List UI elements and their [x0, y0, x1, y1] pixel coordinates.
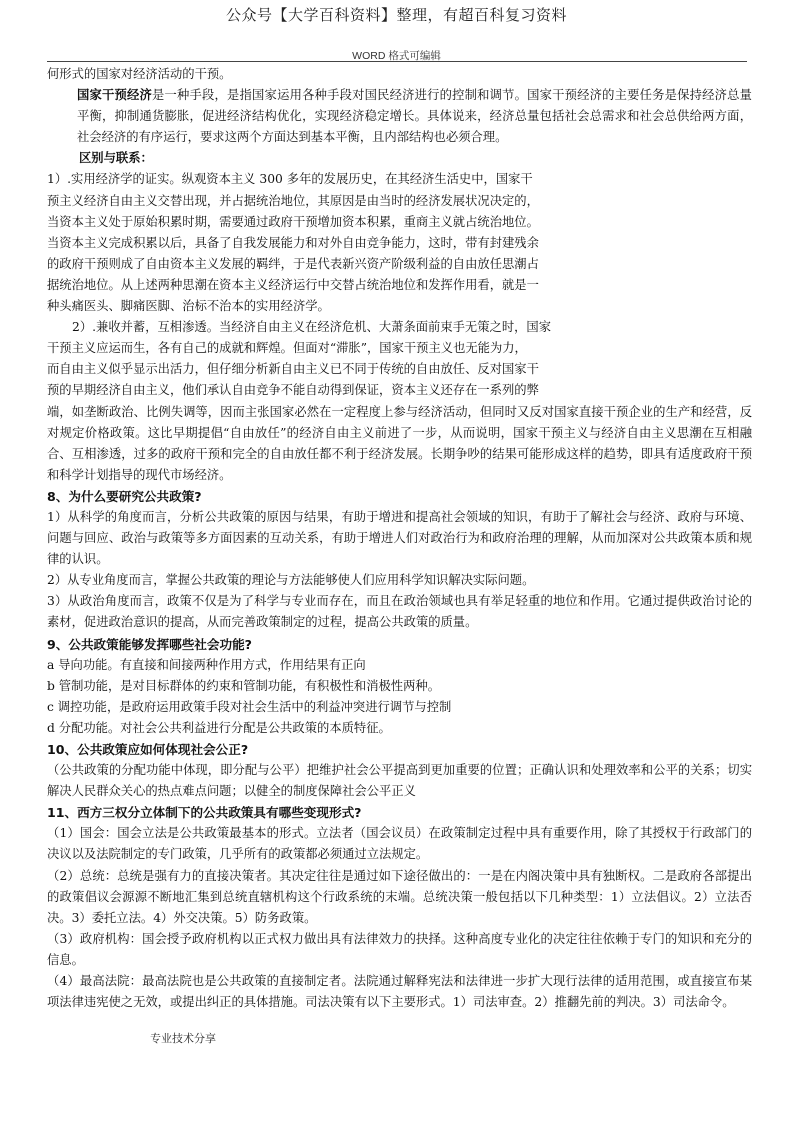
text-line: 1）.实用经济学的证实。纵观资本主义 300 多年的发展历史，在其经济生活史中，国家干 [47, 172, 533, 187]
text-line: 干预主义应运而生，各有自己的成就和辉煌。但面对“滞胀”，国家干预主义也无能为力， [47, 341, 527, 356]
answer-paragraph: （1）国会：国会立法是公共政策最基本的形式。立法者（国会议员）在政策制定过程中具有重要作用，除了其授权于行政部门的决议以及法院制定的专门政策，几乎所有的政策都必须通过立法规定。 [47, 826, 752, 862]
text-line: 的政府干预则成了自由资本主义发展的羁绊，于是代表新兴资产阶级利益的自由放任思潮占 [47, 256, 539, 271]
text-line: 据统治地位。从上述两种思潮在资本主义经济运行中交替占统治地位和发挥作用看，就是一 [47, 277, 539, 292]
paragraph-text: 是一种手段，是指国家运用各种手段对国民经济进行的控制和调节。国家干预经济的主要任务是保持经济总量平衡，抑制通货膨胀，促进经济结构优化，实现经济稳定增长。具体说来，经济总量包括社会总需求和社会总供给两方面，社会经济的有序运行，要求这两个方面达到基本平衡，且内部结构也必须合理。 [77, 88, 752, 145]
answer-paragraph: 2）从专业角度而言，掌握公共政策的理论与方法能够使人们应用科学知识解决实际问题。 [47, 573, 535, 588]
question-heading-10: 10、公共政策应如何体现社会公正? [47, 742, 249, 757]
document-subheader: WORD 格式可编辑 [352, 50, 441, 62]
header-divider [47, 61, 747, 62]
text-line: 预主义经济自由主义交替出现，并占据统治地位，其原因是由当时的经济发展状况决定的， [47, 193, 539, 208]
page-footer: 专业技术分享 [150, 1032, 216, 1045]
list-item: d 分配功能。对社会公共利益进行分配是公共政策的本质特征。 [47, 720, 391, 735]
term-state-intervention: 国家干预经济 [77, 88, 153, 103]
text-line: 当资本主义完成积累以后，具备了自我发展能力和对外自由竞争能力，这时，带有封建残余 [47, 235, 539, 250]
question-heading-11: 11、西方三权分立体制下的公共政策具有哪些变现形式? [47, 805, 362, 821]
page-header-banner: 公众号【大学百科资料】整理，有超百科复习资料 [225, 6, 567, 24]
list-item: b 管制功能，是对目标群体的约束和管制功能，有积极性和消极性两种。 [47, 678, 440, 693]
answer-paragraph: 1）从科学的角度而言，分析公共政策的原因与结果，有助于增进和提高社会领域的知识，有助于了解社会与经济、政府与环境、问题与回应、政治与政策等多方面因素的互动关系，有助于增进人们对政治行为和政府治理的理解，从而加深对公共政策本质和规律的认识。 [47, 509, 752, 567]
paragraph-text: 端，如垄断政治、比例失调等，因而主张国家必然在一定程度上参与经济活动，但同时又反对国家直接干预企业的生产和经营，反对规定价格政策。这比早期提倡“自由放任”的经济自由主义前进了一步，从而说明，国家干预主义与经济自由主义思潮在互相融合、互相渗透，过多的政府干预和完全的自由放任都不利于经济发展。长期争吵的结果可能形成这样的趋势，即具有适度政府干预和科学计划指导的现代市场经济。 [47, 404, 752, 482]
subheading-differences: 区别与联系： [79, 151, 153, 166]
list-item: a 导向功能。有直接和间接两种作用方式，作用结果有正向 [47, 657, 366, 672]
paragraph-state-intervention [47, 85, 752, 148]
answer-paragraph: （4）最高法院：最高法院也是公共政策的直接制定者。法院通过解释宪法和法律进一步扩大现行法律的适用范围，或直接宣布某项法律违宪使之无效，或提出纠正的具体措施。司法决策有以下主要形式。1）司法审查。2）推翻先前的判决。3）司法命令。 [47, 974, 752, 1010]
question-heading-9: 9、公共政策能够发挥哪些社会功能? [47, 636, 252, 652]
text-line: 当资本主义处于原始积累时期，需要通过政府干预增加资本积累，重商主义就占统治地位。 [47, 214, 539, 229]
answer-paragraph: 3）从政治角度而言，政策不仅是为了科学与专业而存在，而且在政治领域也具有举足轻重的地位和作用。它通过提供政治讨论的素材，促进政治意识的提高，从而完善政策制定的过程，提高公共政策的质量。 [47, 594, 752, 630]
document-body [47, 64, 752, 1013]
text-line: 2）.兼收并蓄，互相渗透。当经济自由主义在经济危机、大萧条面前束手无策之时，国家 [72, 320, 552, 335]
list-item: c 调控功能，是政府运用政策手段对社会生活中的利益冲突进行调节与控制 [47, 699, 452, 714]
text-line: 种头痛医头、脚痛医脚、治标不治本的实用经济学。 [47, 299, 330, 314]
answer-paragraph: （2）总统：总统是强有力的直接决策者。其决定往往是通过如下途径做出的：一是在内阁决策中具有独断权。二是政府各部提出的政策倡议会源源不断地汇集到总统直辖机构这个行政系统的末端。总统决策一般包括以下几种类型：1）立法倡议。2）立法否决。3）委托立法。4）外交决策。5）防务政策。 [47, 868, 752, 925]
answer-paragraph: （3）政府机构：国会授予政府机构以正式权力做出具有法律效力的抉择。这种高度专业化的决定往往依赖于专门的知识和充分的信息。 [47, 931, 752, 967]
text-line: 预的早期经济自由主义，他们承认自由竞争不能自动得到保证，资本主义还存在一系列的弊 [47, 383, 539, 398]
answer-paragraph: （公共政策的分配功能中体现，即分配与公平）把维护社会公平提高到更加重要的位置；正确认识和处理效率和公平的关系；切实解决人民群众关心的热点难点问题；以健全的制度保障社会公平正义 [47, 763, 752, 799]
question-heading-8: 8、为什么要研究公共政策? [47, 488, 202, 504]
paragraph-continuation: 何形式的国家对经济活动的干预。 [47, 67, 232, 81]
text-line: 而自由主义似乎显示出活力，但仔细分析新自由主义已不同于传统的自由放任、反对国家干 [47, 362, 539, 377]
